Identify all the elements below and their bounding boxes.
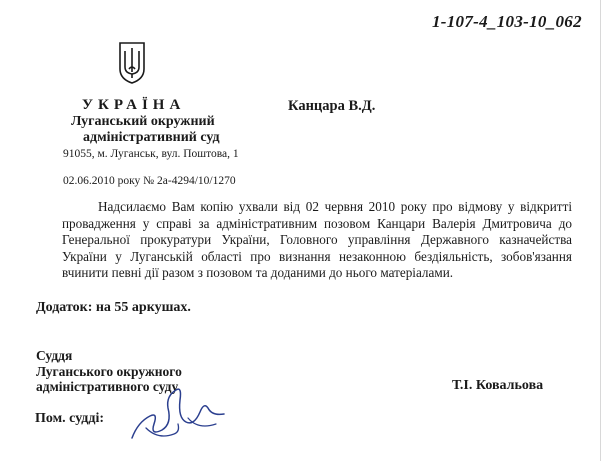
court-name-line-1: Луганський окружний [71, 114, 215, 129]
attachment-note: Додаток: на 55 аркушах. [36, 300, 191, 315]
trident-emblem-icon [117, 39, 147, 85]
country-name: УКРАЇНА [82, 97, 186, 113]
assistant-label: Пом. судді: [35, 411, 105, 426]
letter-paragraph: Надсилаємо Вам копію ухвали від 02 червня 2010 року про відмову у відкритті провадження у справі за адміністративним позовом Канцари Валерія Дмитровича до Генеральної прокуратури України, Головного управління Державного казначейства України у Луганській області про визнання незаконною бездіяльність, зобов'язання вчинити певні дії разом з позовом та доданими до нього матеріалами. [62, 199, 572, 281]
letter-body [62, 199, 572, 282]
court-address: 91055, м. Луганськ, вул. Поштова, 1 [63, 148, 239, 160]
handwritten-signature [128, 378, 238, 450]
signatory-title-line-2: Луганського окружного [36, 363, 182, 379]
page-edge [600, 0, 601, 461]
outgoing-number: 02.06.2010 року № 2а-4294/10/1270 [63, 175, 236, 187]
document-id: 1-107-4_103-10_062 [432, 12, 582, 31]
signatory-title-line-3: адміністративного суду [36, 379, 179, 394]
signer-name: Т.І. Ковальова [452, 378, 544, 393]
recipient-name: Канцара В.Д. [288, 98, 376, 114]
signatory-title-line-1: Суддя [36, 348, 73, 363]
court-name-line-2: адміністративний суд [83, 130, 220, 145]
